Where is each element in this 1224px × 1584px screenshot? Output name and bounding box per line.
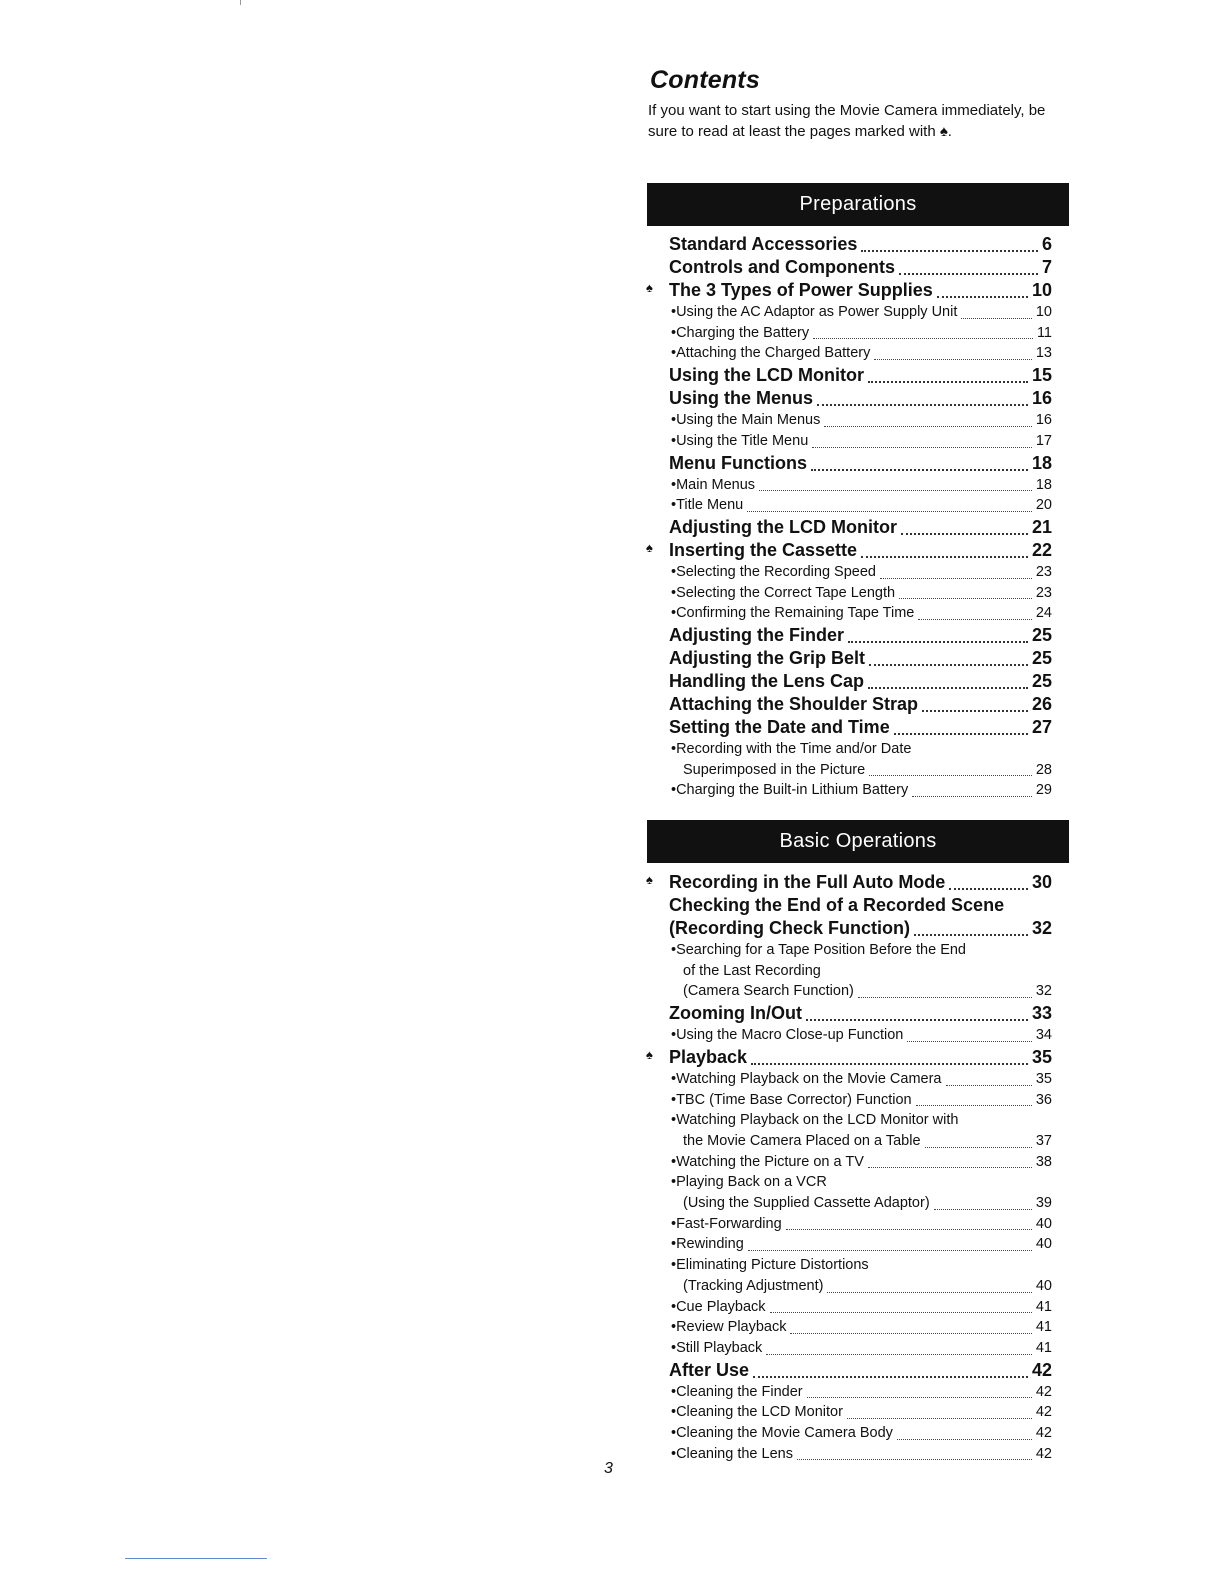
toc-entry-title: After Use	[669, 1359, 750, 1380]
dot-leader	[899, 598, 1032, 599]
toc-entry-title: Adjusting the Finder	[669, 625, 844, 646]
toc-entry-page: 10	[1031, 280, 1052, 300]
toc-entry-line: of the Last Recording	[683, 962, 821, 979]
toc-entry-title: (Recording Check Function)	[669, 918, 911, 938]
dot-leader	[897, 1439, 1032, 1440]
dot-leader	[949, 888, 1028, 890]
toc-subentry[interactable]	[669, 1131, 1052, 1152]
toc-subentry[interactable]	[669, 302, 1052, 323]
dot-leader	[861, 250, 1038, 252]
toc-entry-page: 25	[1031, 648, 1052, 669]
dot-leader	[747, 511, 1032, 512]
toc-entry-page: 35	[1031, 1046, 1052, 1067]
toc-entry-page: 18	[1031, 452, 1052, 473]
toc-entry-title: •Title Menu	[671, 497, 744, 514]
toc-entry-title: •Selecting the Recording Speed	[671, 563, 876, 580]
toc-entry-title: •Cleaning the LCD Monitor	[671, 1404, 843, 1421]
toc-subentry[interactable]	[669, 1402, 1052, 1423]
dot-leader	[907, 1041, 1032, 1042]
toc-entry[interactable]	[646, 1046, 1052, 1069]
page-title: Contents	[650, 66, 760, 94]
toc-entry[interactable]	[669, 364, 1052, 387]
dot-leader	[899, 273, 1038, 275]
dot-leader	[894, 733, 1028, 735]
toc-entry-title: Zooming In/Out	[669, 1003, 802, 1024]
toc-entry-page: 6	[1041, 234, 1052, 254]
spade-mark-icon: ♠	[646, 872, 653, 887]
dot-leader	[847, 1418, 1032, 1419]
toc-entry-page: 27	[1031, 717, 1052, 738]
toc-list-preparations	[646, 233, 1052, 801]
toc-entry-title: •Using the AC Adaptor as Power Supply Unit	[671, 304, 958, 320]
toc-entry-title: •TBC (Time Base Corrector) Function	[671, 1091, 912, 1108]
toc-entry-title: (Tracking Adjustment)	[683, 1277, 824, 1294]
toc-subentry[interactable]	[669, 1214, 1052, 1235]
dot-leader	[827, 1292, 1031, 1293]
toc-subentry[interactable]	[669, 1297, 1052, 1318]
spade-mark-icon: ♠	[646, 1046, 653, 1062]
section-header-basic-operations: Basic Operations	[647, 820, 1069, 863]
toc-entry-page: 16	[1035, 412, 1052, 429]
toc-entry-page: 35	[1035, 1070, 1052, 1087]
toc-entry-page: 29	[1035, 782, 1052, 799]
toc-entry-page: 32	[1031, 918, 1052, 938]
toc-entry-title: •Watching the Picture on a TV	[671, 1153, 864, 1170]
dot-leader	[858, 997, 1032, 998]
dot-leader	[869, 664, 1028, 666]
toc-entry-page: 40	[1035, 1236, 1052, 1253]
toc-entry-title: •Attaching the Charged Battery	[671, 345, 871, 362]
toc-entry-page: 40	[1035, 1277, 1052, 1294]
page-number: 3	[604, 1460, 613, 1477]
toc-entry[interactable]	[669, 693, 1052, 716]
dot-leader	[811, 469, 1028, 471]
toc-subentry[interactable]	[669, 1090, 1052, 1111]
toc-entry-title: Recording in the Full Auto Mode	[669, 872, 946, 892]
toc-subentry[interactable]	[669, 1276, 1052, 1297]
toc-subentry[interactable]	[669, 562, 1052, 583]
toc-subentry[interactable]	[669, 981, 1052, 1002]
dot-leader	[961, 318, 1031, 319]
toc-entry-title: •Cleaning the Movie Camera Body	[671, 1425, 893, 1442]
toc-entry-page: 10	[1035, 304, 1052, 320]
toc-entry[interactable]	[669, 516, 1052, 539]
toc-entry[interactable]	[669, 1359, 1052, 1382]
toc-entry-title: (Using the Supplied Cassette Adaptor)	[683, 1195, 930, 1212]
toc-subentry[interactable]	[669, 1317, 1052, 1338]
toc-entry-page: 23	[1035, 563, 1052, 580]
intro-text: If you want to start using the Movie Camera immediately, be sure to read at least the pages marked with ♠.	[648, 102, 1046, 140]
toc-entry-title: •Charging the Battery	[671, 324, 810, 341]
toc-entry-line: •Searching for a Tape Position Before the End	[671, 942, 966, 958]
toc-entry-title: •Using the Title Menu	[671, 432, 809, 449]
toc-subentry[interactable]	[669, 323, 1052, 344]
toc-entry-line: •Watching Playback on the LCD Monitor with	[671, 1112, 959, 1129]
toc-subentry[interactable]	[669, 1069, 1052, 1090]
toc-subentry[interactable]	[669, 1152, 1052, 1173]
toc-entry[interactable]	[669, 670, 1052, 693]
toc-entry-title: •Review Playback	[671, 1319, 787, 1336]
dot-leader	[770, 1312, 1032, 1313]
toc-entry-page: 33	[1031, 1003, 1052, 1024]
toc-subentry[interactable]	[669, 410, 1052, 431]
toc-entry-title: •Cue Playback	[671, 1298, 766, 1315]
toc-entry-page: 22	[1031, 539, 1052, 560]
dot-leader	[901, 533, 1028, 535]
toc-entry-title: •Rewinding	[671, 1236, 744, 1253]
toc-entry-title: •Watching Playback on the Movie Camera	[671, 1070, 942, 1087]
toc-entry[interactable]	[669, 624, 1052, 647]
dot-leader	[861, 556, 1028, 558]
toc-entry-title: •Still Playback	[671, 1339, 763, 1356]
toc-subentry[interactable]	[669, 1193, 1052, 1214]
toc-entry-page: 15	[1031, 365, 1052, 386]
toc-entry[interactable]	[669, 387, 1052, 410]
dot-leader	[912, 796, 1032, 797]
dot-leader	[748, 1250, 1032, 1251]
toc-subentry[interactable]	[669, 1338, 1052, 1359]
dot-leader	[868, 381, 1028, 383]
toc-entry-title: Menu Functions	[669, 452, 807, 473]
toc-entry-page: 11	[1036, 324, 1052, 341]
dot-leader	[759, 490, 1032, 491]
toc-entry-page: 41	[1035, 1339, 1052, 1356]
toc-entry[interactable]	[669, 1002, 1052, 1025]
toc-entry-page: 41	[1035, 1298, 1052, 1315]
dot-leader	[790, 1333, 1031, 1334]
dot-leader	[874, 359, 1032, 360]
toc-list-basic-operations	[646, 871, 1052, 1464]
toc-entry[interactable]	[669, 452, 1052, 475]
toc-entry-page: 17	[1035, 432, 1052, 449]
dot-leader	[812, 447, 1032, 448]
dot-leader	[922, 710, 1028, 712]
toc-subentry[interactable]	[669, 475, 1052, 496]
toc-subentry[interactable]	[669, 1234, 1052, 1255]
toc-entry-title: Standard Accessories	[669, 234, 858, 254]
dot-leader	[916, 1105, 1032, 1106]
toc-entry-page: 25	[1031, 625, 1052, 646]
dot-leader	[753, 1376, 1028, 1378]
toc-entry-title: Handling the Lens Cap	[669, 671, 865, 692]
toc-entry-title: Controls and Components	[669, 257, 895, 277]
dot-leader	[925, 1147, 1032, 1148]
toc-entry-page: 40	[1035, 1215, 1052, 1232]
dot-leader	[766, 1354, 1032, 1355]
dot-leader	[751, 1063, 1028, 1065]
section-header-preparations: Preparations	[647, 183, 1069, 226]
dot-leader	[880, 578, 1032, 579]
toc-entry[interactable]	[669, 233, 1052, 256]
dot-leader	[824, 426, 1032, 427]
toc-entry-page: 28	[1035, 761, 1052, 778]
toc-entry-title: •Fast-Forwarding	[671, 1215, 782, 1232]
toc-subentry[interactable]	[669, 431, 1052, 452]
toc-entry-title: •Charging the Built-in Lithium Battery	[671, 782, 909, 799]
toc-entry-page: 36	[1035, 1091, 1052, 1108]
toc-entry[interactable]	[646, 539, 1052, 562]
toc-entry-title: Using the Menus	[669, 388, 814, 409]
toc-entry-page: 26	[1031, 694, 1052, 715]
toc-entry-title: •Using the Macro Close-up Function	[671, 1027, 904, 1044]
toc-entry-title: Attaching the Shoulder Strap	[669, 694, 919, 715]
toc-entry-page: 30	[1031, 872, 1052, 892]
toc-entry-line: Checking the End of a Recorded Scene	[669, 895, 1005, 915]
toc-entry-page: 20	[1035, 497, 1052, 514]
dot-leader	[937, 296, 1028, 298]
spade-mark-icon: ♠	[646, 539, 653, 555]
spade-mark-icon: ♠	[646, 280, 653, 295]
toc-entry-page: 34	[1035, 1027, 1052, 1044]
toc-subentry[interactable]	[669, 495, 1052, 516]
dot-leader	[848, 641, 1028, 643]
toc-subentry[interactable]	[669, 343, 1052, 364]
toc-entry-line: •Eliminating Picture Distortions	[671, 1257, 869, 1274]
toc-entry-title: Setting the Date and Time	[669, 717, 890, 738]
dot-leader	[946, 1085, 1032, 1086]
toc-entry[interactable]	[669, 716, 1052, 739]
dot-leader	[868, 687, 1028, 689]
toc-entry-page: 42	[1035, 1425, 1052, 1442]
toc-entry-title: •Cleaning the Finder	[671, 1383, 803, 1400]
toc-entry-page: 24	[1035, 605, 1052, 622]
toc-entry-line: •Playing Back on a VCR	[671, 1174, 827, 1191]
toc-subentry[interactable]	[669, 1025, 1052, 1046]
toc-entry-title: •Confirming the Remaining Tape Time	[671, 605, 915, 622]
toc-entry-page: 38	[1035, 1153, 1052, 1170]
toc-entry[interactable]	[669, 647, 1052, 670]
toc-entry-title: Using the LCD Monitor	[669, 365, 864, 386]
toc-entry-page: 18	[1035, 476, 1052, 493]
toc-entry[interactable]	[646, 871, 1052, 894]
toc-entry-page: 39	[1035, 1195, 1052, 1212]
toc-entry-page: 16	[1031, 388, 1052, 409]
footer-rule	[125, 1558, 267, 1559]
dot-leader	[786, 1229, 1032, 1230]
toc-entry-page: 41	[1035, 1319, 1052, 1336]
toc-entry-page: 42	[1035, 1383, 1052, 1400]
toc-entry-title: Adjusting the LCD Monitor	[669, 516, 897, 537]
dot-leader	[869, 775, 1032, 776]
toc-entry-title: Superimposed in the Picture	[683, 761, 866, 778]
dot-leader	[934, 1209, 1032, 1210]
toc-entry-page: 23	[1035, 584, 1052, 601]
toc-entry-page: 42	[1031, 1359, 1052, 1380]
toc-subentry[interactable]	[669, 1444, 1052, 1465]
toc-entry-page: 42	[1035, 1445, 1052, 1462]
toc-subentry[interactable]	[669, 583, 1052, 604]
toc-entry-title: Adjusting the Grip Belt	[669, 648, 865, 669]
toc-entry-title: (Camera Search Function)	[683, 983, 854, 1000]
dot-leader	[807, 1397, 1032, 1398]
toc-entry-title: the Movie Camera Placed on a Table	[683, 1132, 921, 1149]
toc-entry-title: Inserting the Cassette	[669, 539, 858, 560]
toc-entry-title: •Main Menus	[671, 476, 756, 493]
dot-leader	[868, 1167, 1032, 1168]
toc-entry[interactable]	[646, 279, 1052, 302]
toc-subentry[interactable]	[669, 1423, 1052, 1444]
toc-entry-line: •Recording with the Time and/or Date	[671, 741, 912, 758]
dot-leader	[817, 404, 1028, 406]
dot-leader	[813, 338, 1033, 339]
toc-entry-title: •Using the Main Menus	[671, 412, 821, 429]
toc-subentry[interactable]	[669, 780, 1052, 801]
toc-subentry[interactable]	[669, 1382, 1052, 1403]
dot-leader	[797, 1459, 1032, 1460]
toc-entry-page: 37	[1035, 1132, 1052, 1149]
dot-leader	[914, 934, 1028, 936]
dot-leader	[806, 1019, 1028, 1021]
toc-subentry[interactable]	[669, 603, 1052, 624]
toc-entry[interactable]	[669, 917, 1052, 940]
toc-entry-page: 32	[1035, 983, 1052, 1000]
toc-entry-page: 42	[1035, 1404, 1052, 1421]
toc-entry-page: 13	[1035, 345, 1052, 362]
dot-leader	[918, 619, 1031, 620]
toc-subentry[interactable]	[669, 760, 1052, 781]
toc-entry-title: The 3 Types of Power Supplies	[669, 280, 933, 300]
toc-entry-page: 25	[1031, 671, 1052, 692]
toc-entry-title: Playback	[669, 1046, 748, 1067]
toc-entry[interactable]	[669, 256, 1052, 279]
toc-entry-page: 7	[1041, 257, 1052, 277]
scan-mark	[240, 0, 241, 5]
toc-entry-title: •Cleaning the Lens	[671, 1445, 793, 1462]
toc-entry-page: 21	[1031, 516, 1052, 537]
toc-entry-title: •Selecting the Correct Tape Length	[671, 584, 896, 601]
